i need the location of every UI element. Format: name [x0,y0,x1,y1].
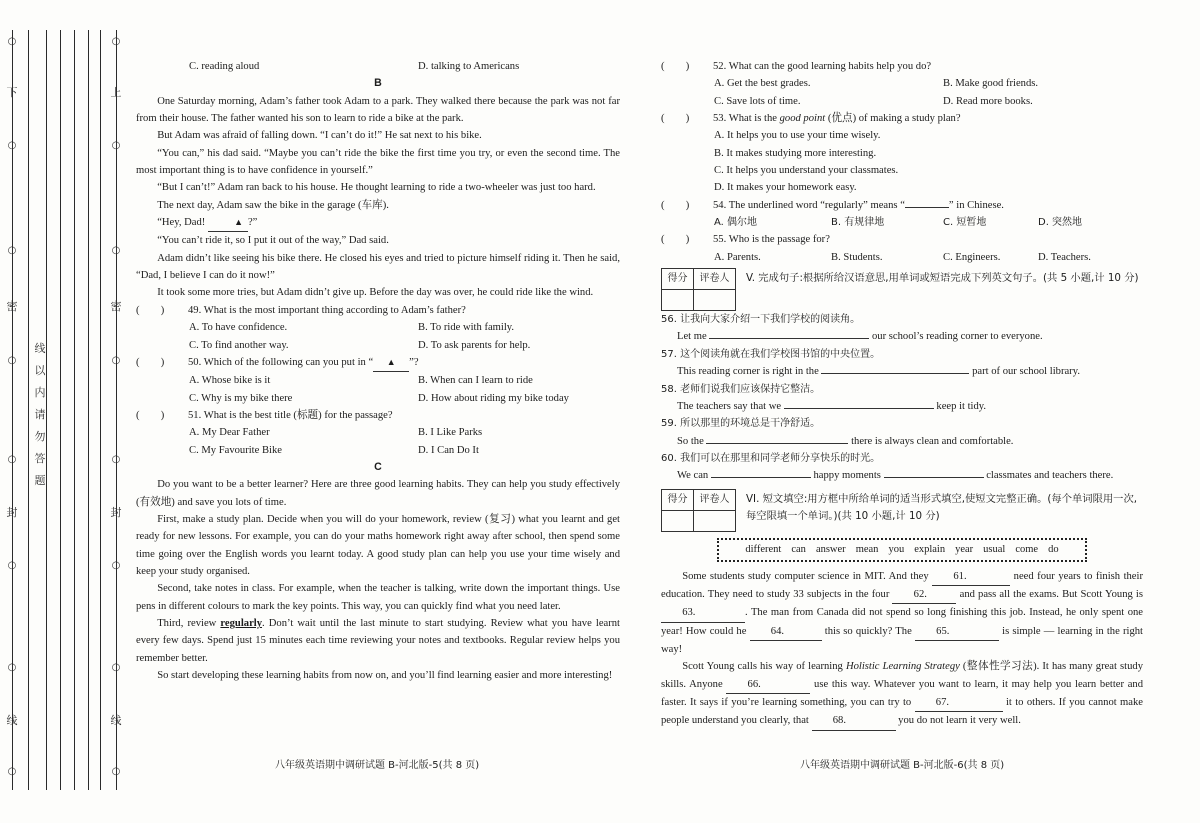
passage-b-p9: It took some more tries, but Adam didn’t give up. Before the day was over, he could ride like the wind. [157,287,594,299]
passage-b-p8: Adam didn’t like seeing his bike there. He closed his eyes and tried to picture himself riding it. Then he said, “Dad, I believe I can do it now!” [136,252,620,282]
passage-b-p5: The next day, Adam saw the bike in the garage (车库). [157,199,389,211]
passage-b-p1: One Saturday morning, Adam’s father took Adam to a park. They walked there because the park was not far from their house. The father wanted his son to learn to ride a bike at the park. [136,95,620,125]
question-50: ( ) 50. Which of the following can you put in “ ▲ ”? [136,354,620,372]
sentence-56-cn: 56. 让我向大家介绍一下我们学校的阅读角。 [661,314,861,326]
passage-c-p1: Do you want to be a better learner? Here are three good learning habits. They can help you study effectively (有效地) and save you lots of time. [136,479,620,508]
section-6-title: VI. 短文填空:用方框中所给单词的适当形式填空,使短文完整正确。(每个单词限用一次,每空限填一个单词。)(共 10 小题,计 10 分) [746,492,1138,522]
passage-b-p6: “Hey, Dad! ▲ ?” [136,214,620,232]
question-53: ( ) 53. What is the good point (优点) of making a study plan? [661,110,1143,127]
q51-options: A. My Dear Father B. I Like Parks C. My Favourite Bike D. I Can Do It [189,427,483,456]
section-5-title: V. 完成句子:根据所给汉语意思,用单词或短语完成下列英文句子。(共 5 小题,计 10 分) [746,272,1139,285]
passage-b-p4: “But I can’t!” Adam ran back to his house. He thought learning to ride a two-wheeler was just too hard. [157,182,596,194]
underlined-word-regularly: regularly [220,618,263,629]
passage-c-p5: So start developing these learning habits from now on, and you’ll find learning easier and more interesting! [157,670,613,682]
passage-b-p3: “You can,” his dad said. “Maybe you can’t ride the bike the first time you try, or even the second time. The most important thing is to have confidence in yourself.” [136,147,620,177]
cloze-paragraph-2: Scott Young calls his way of learning Holistic Learning Strategy (整体性学习法). It has many great study skills. Anyone 66. use this way. Whatever you want to learn, it may help you learn better and faster. It says if you’re learning something, you can try to 67. it to others. If you cannot make people understand you clearly, that 68. you do not learn it very well. [661,658,1143,730]
inner-label-xian: 线 [110,714,122,727]
section-6-header [661,489,1143,532]
passage-b-p2: But Adam was afraid of falling down. “I can’t do it!” He sat next to his bike. [157,130,482,142]
outer-label-xia: 下 [6,86,18,99]
q55-options: A. Parents. B. Students. C. Engineers. D. Teachers. [714,251,1091,263]
blank-66[interactable]: 66. [726,676,810,694]
blank-62[interactable]: 62. [892,586,956,604]
grader-cell-6[interactable] [694,510,736,531]
score-table-6: 得分 评卷人 [661,489,736,532]
blank-57[interactable] [821,373,969,374]
outer-label-mi: 密 [6,300,18,313]
inner-label-feng: 封 [110,506,122,519]
blank-59[interactable] [706,443,848,444]
passage-c-p3: Second, take notes in class. For example, when the teacher is talking, write down the important things. Use pens in different colours to mark the key points. This way, you can quickly find what you need later. [136,583,620,612]
answer-paren-49[interactable]: ( ) [136,304,165,316]
q50-options: A. Whose bike is it B. When can I learn to ride C. Why is my bike there D. How about riding my bike today [189,375,569,404]
sentence-58-cn: 58. 老师们说我们应该保持它整洁。 [661,383,821,395]
binding-instruction: 线 以 内 请 勿 答 题 [34,342,46,487]
binding-margin [0,0,130,823]
outer-cut-line: ○ 下 ○ ○ 密 ○ ○ 封 ○ ○ 线 ○ [2,0,22,823]
question-51: ( ) 51. What is the best title (标题) for the passage? [136,407,620,424]
passage-b-p7: “You can’t ride it, so I put it out of the way,” Dad said. [157,235,389,247]
q48-options: C. reading aloud D. talking to Americans [189,61,520,72]
sentence-57-cn: 57. 这个阅读角就在我们学校图书馆的中央位置。 [661,348,881,360]
question-55: ( ) 55. Who is the passage for? [661,231,1143,248]
q53-options: A. It helps you to use your time wisely. B. It makes studying more interesting. C. It helps you understand your classmates. D. It makes your homework easy. [714,130,899,194]
q49-options: A. To have confidence. B. To ride with family. C. To find another way. D. To ask parents for help. [189,322,531,351]
q54-options: A. 偶尔地 B. 有规律地 C. 短暂地 D. 突然地 [714,217,1083,229]
score-cell-6[interactable] [662,510,694,531]
section-b-heading: B [374,77,382,90]
answer-paren-50[interactable]: ( ) [136,356,165,368]
question-49: ( ) 49. What is the most important thing according to Adam’s father? [136,302,620,319]
passage-c-p2: First, make a study plan. Decide when you will do your homework, review (复习) what you learnt and get ready for new lessons. For example, you can do your maths homework right away after school, then spend some time going over the English words you learnt today. A good study plan can help you use your time wisely and keep your study organised. [136,513,620,577]
q52-options: A. Get the best grades. B. Make good friends. C. Save lots of time. D. Read more books. [714,78,1039,107]
grader-cell-5[interactable] [694,290,736,311]
score-cell-5[interactable] [662,290,694,311]
outer-label-feng: 封 [6,506,18,519]
blank-56[interactable] [709,338,869,339]
right-page [661,58,1143,731]
sentence-56-en: Let me our school’s reading corner to everyone. [677,331,1043,343]
question-52: ( ) 52. What can the good learning habits help you do? [661,58,1143,75]
score-table-5: 得分 评卷人 [661,268,736,311]
right-footer: 八年级英语期中调研试题 B-河北版-6(共 8 页) [800,760,1005,771]
inner-label-shang: 上 [110,86,122,99]
word-bank: different can answer mean you explain year usual come do [717,538,1087,562]
sentence-59-cn: 59. 所以那里的环境总是干净舒适。 [661,418,821,430]
answer-paren-51[interactable]: ( ) [136,409,165,421]
sentence-60-en: We can happy moments classmates and teachers there. [677,470,1114,482]
q50-blank: ▲ [208,214,248,232]
outer-label-xian: 线 [6,714,18,727]
inner-label-mi: 密 [110,300,122,313]
answer-paren-55[interactable]: ( ) [661,234,690,246]
passage-c-p4: Third, review regularly. Don’t wait until the last minute to start studying. Review what you have learnt every few days. Spend just 15 minutes each time reviewing your notes and textbooks. Regular review helps you remember better. [136,618,620,664]
blank-67[interactable]: 67. [915,694,1003,712]
blank-58[interactable] [784,408,934,409]
answer-paren-54[interactable]: ( ) [661,199,690,211]
cloze-paragraph-1: Some students study computer science in MIT. And they 61. need four years to finish their education. They need to study 33 subjects in the four 62. and pass all the exams. But Scott Young is 63. . The man from Canada did not spend so long finishing this job. Instead, he only spent one year! How could he 64. this so quickly? The 65. is simple — learning in the right way! [661,568,1143,659]
answer-paren-52[interactable]: ( ) [661,61,690,72]
blank-65[interactable]: 65. [915,623,999,641]
blank-61[interactable]: 61. [932,568,1010,586]
sentence-57-en: This reading corner is right in the part of our school library. [677,366,1080,378]
section-c-heading: C [374,460,382,473]
left-page [136,58,620,684]
question-54: ( ) 54. The underlined word “regularly” means “ ” in Chinese. [661,197,1143,214]
blank-64[interactable]: 64. [750,623,822,641]
section-5-header [661,268,1143,311]
blank-63[interactable]: 63. [661,604,745,622]
blank-68[interactable]: 68. [812,712,896,730]
sentence-60-cn: 60. 我们可以在那里和同学老师分享快乐的时光。 [661,452,881,464]
inner-cut-line: ○ 上 ○ ○ 密 ○ ○ 封 ○ ○ 线 ○ [106,0,126,823]
answer-paren-53[interactable]: ( ) [661,113,690,125]
blank-60a[interactable] [711,477,811,478]
sentence-59-en: So the there is always clean and comfortable. [677,435,1014,447]
blank-60b[interactable] [884,477,984,478]
sentence-58-en: The teachers say that we keep it tidy. [677,400,987,412]
left-footer: 八年级英语期中调研试题 B-河北版-5(共 8 页) [275,760,480,771]
